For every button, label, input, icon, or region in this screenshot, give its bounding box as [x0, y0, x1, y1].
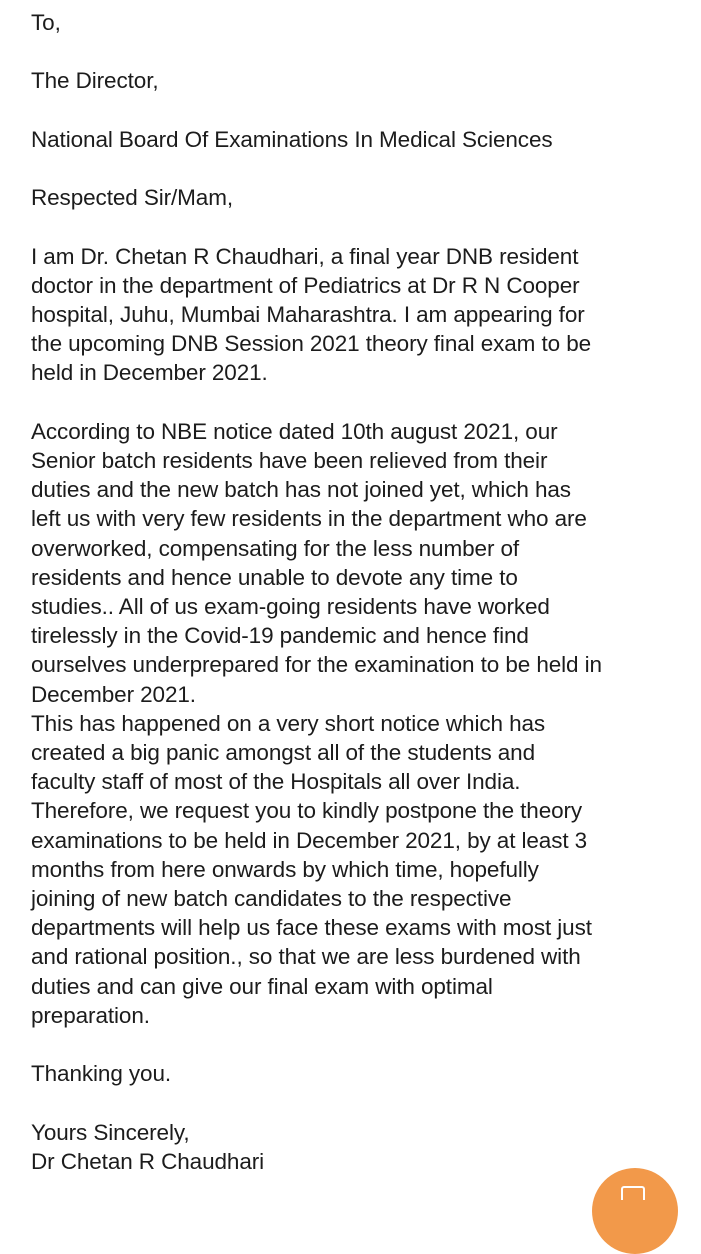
paragraph-line: held in December 2021. [31, 360, 268, 386]
paragraph-line: Senior batch residents have been relieved from their [31, 447, 548, 473]
paragraph-line: duties and can give our final exam with optimal [31, 973, 493, 999]
recipient-title: The Director, [31, 68, 159, 94]
thanks-line: Thanking you. [31, 1061, 172, 1087]
paragraph-line: preparation. [31, 1002, 150, 1028]
salutation-to: To, [31, 10, 61, 35]
paragraph-line: overworked, compensating for the less number of [31, 535, 520, 561]
paragraph-request [31, 417, 681, 1030]
paragraph-line: months from here onwards by which time, hopefully [31, 856, 539, 882]
paragraph-line: departments will help us face these exams with most just [31, 915, 592, 941]
paragraph-line: and rational position., so that we are less burdened with [31, 944, 581, 970]
paragraph-line: This has happened on a very short notice which has [31, 710, 546, 736]
closing-line: Yours Sincerely, [31, 1119, 190, 1145]
paragraph-line: joining of new batch candidates to the respective [31, 886, 512, 912]
signature-name: Dr Chetan R Chaudhari [31, 1148, 265, 1174]
recipient-org: National Board Of Examinations In Medical Sciences [31, 126, 553, 152]
paragraph-line: Therefore, we request you to kindly postpone the theory [31, 798, 583, 824]
letter-body [31, 8, 681, 1176]
paragraph-line: left us with very few residents in the department who are [31, 506, 587, 532]
spacer [31, 1088, 681, 1117]
edit-icon [621, 1186, 645, 1200]
paragraph-line: According to NBE notice dated 10th august 2021, our [31, 418, 558, 444]
paragraph-line: residents and hence unable to devote any time to [31, 564, 518, 590]
spacer [31, 154, 681, 183]
paragraph-line: I am Dr. Chetan R Chaudhari, a final year DNB resident [31, 243, 579, 269]
paragraph-line: December 2021. [31, 681, 196, 707]
paragraph-line: tirelessly in the Covid-19 pandemic and hence find [31, 623, 529, 649]
spacer [31, 1030, 681, 1059]
paragraph-line: ourselves underprepared for the examination to be held in [31, 652, 602, 678]
spacer [31, 37, 681, 66]
paragraph-line: the upcoming DNB Session 2021 theory final exam to be [31, 331, 592, 357]
spacer [31, 388, 681, 417]
paragraph-line: duties and the new batch has not joined yet, which has [31, 477, 571, 503]
paragraph-line: created a big panic amongst all of the students and [31, 740, 535, 765]
paragraph-line: studies.. All of us exam-going residents have worked [31, 593, 550, 619]
paragraph-introduction [31, 242, 681, 388]
paragraph-line: examinations to be held in December 2021, by at least 3 [31, 827, 588, 853]
spacer [31, 96, 681, 125]
spacer [31, 212, 681, 241]
greeting: Respected Sir/Mam, [31, 185, 234, 211]
paragraph-line: hospital, Juhu, Mumbai Maharashtra. I am appearing for [31, 301, 585, 327]
edit-fab-button[interactable] [592, 1168, 678, 1254]
paragraph-line: faculty staff of most of the Hospitals all over India. [31, 769, 521, 795]
paragraph-line: doctor in the department of Pediatrics at Dr R N Cooper [31, 272, 580, 298]
